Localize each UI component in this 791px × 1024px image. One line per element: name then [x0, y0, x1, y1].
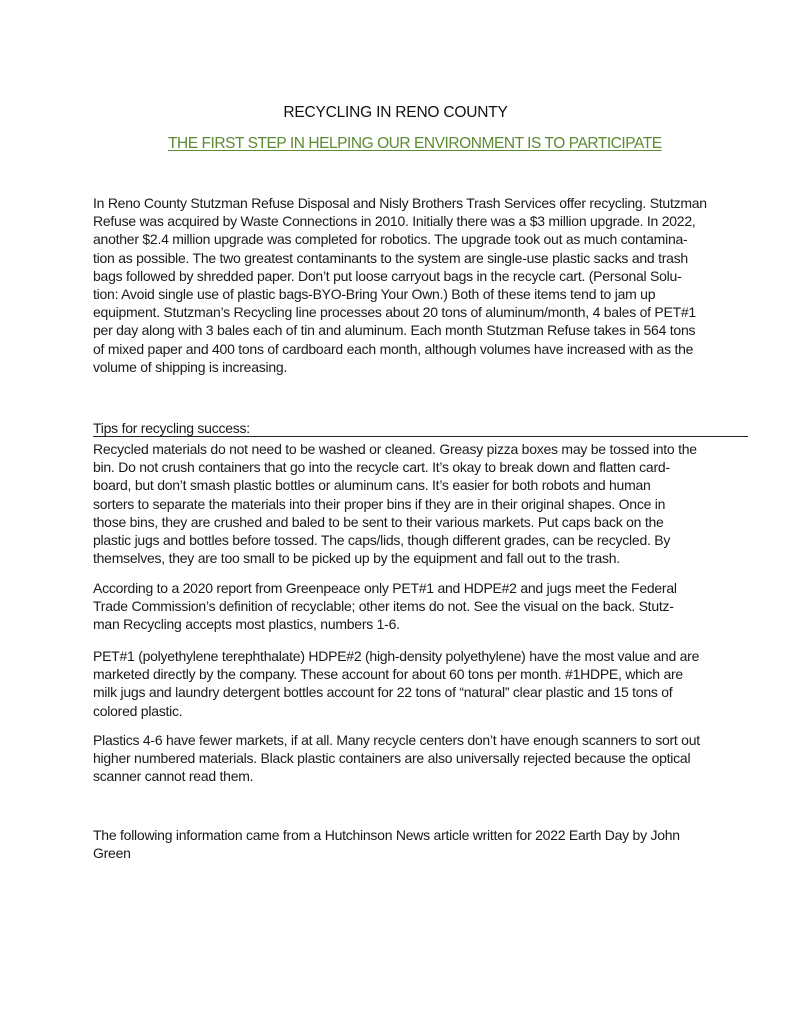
source-line: Green [93, 845, 131, 862]
tips-line: bin. Do not crush containers that go into the recycle cart. It’s okay to break down and flatten card- [93, 459, 670, 476]
intro-line: equipment. Stutzman’s Recycling line processes about 20 tons of aluminum/month, 4 bales of PET#1 [93, 304, 696, 321]
pet-line: colored plastic. [93, 702, 183, 719]
greenpeace-line: Trade Commission’s definition of recyclable; other items do not. See the visual on the back. Stutz- [93, 598, 674, 615]
page-title: RECYCLING IN RENO COUNTY [283, 104, 508, 121]
tips-line: board, but don’t smash plastic bottles or aluminum cans. It’s easier for both robots and human [93, 477, 651, 494]
tips-line: Recycled materials do not need to be washed or cleaned. Greasy pizza boxes may be tossed into the [93, 441, 697, 457]
intro-line: volume of shipping is increasing. [93, 358, 288, 375]
pet-line: PET#1 (polyethylene terephthalate) HDPE#2 (high-density polyethylene) have the most value and are [93, 648, 700, 664]
tips-heading: Tips for recycling success: [93, 420, 250, 436]
plastics-line: higher numbered materials. Black plastic containers are also universally rejected because the optical [93, 750, 691, 767]
tips-line: plastic jugs and bottles before tossed. The caps/lids, though different grades, can be recycled. By [93, 532, 671, 549]
greenpeace-paragraph [93, 579, 748, 634]
intro-line: tion as possible. The two greatest contaminants to the system are single-use plastic sacks and trash [93, 249, 688, 266]
source-line: The following information came from a Hutchinson News article written for 2022 Earth Day by John [93, 827, 680, 843]
tips-line: those bins, they are crushed and baled to be sent to their various markets. Put caps back on the [93, 513, 664, 530]
intro-line: of mixed paper and 400 tons of cardboard each month, although volumes have increased with as the [93, 340, 694, 357]
greenpeace-line: According to a 2020 report from Greenpeace only PET#1 and HDPE#2 and jugs meet the Federal [93, 580, 677, 596]
intro-line: Refuse was acquired by Waste Connections in 2010. Initially there was a $3 million upgrade. In 2022, [93, 213, 696, 230]
pet-line: marketed directly by the company. These account for about 60 tons per month. #1HDPE, which are [93, 666, 683, 683]
intro-line: per day along with 3 bales each of tin and aluminum. Each month Stutzman Refuse takes in 564 tons [93, 322, 696, 339]
plastics-paragraph [93, 731, 748, 786]
tips-paragraph [93, 440, 748, 567]
pet-line: milk jugs and laundry detergent bottles account for 22 tons of “natural” clear plastic and 15 tons of [93, 684, 673, 701]
tips-line: themselves, they are too small to be picked up by the equipment and fall out to the trash. [93, 550, 620, 567]
plastics-line: scanner cannot read them. [93, 768, 254, 785]
intro-line: bags followed by shredded paper. Don’t put loose carryout bags in the recycle cart. (Personal Solu- [93, 267, 682, 284]
pet-hdpe-paragraph [93, 647, 748, 720]
plastics-line: Plastics 4-6 have fewer markets, if at all. Many recycle centers don’t have enough scanners to sort out [93, 732, 700, 748]
source-note [93, 826, 748, 862]
intro-line: In Reno County Stutzman Refuse Disposal and Nisly Brothers Trash Services offer recycling. Stutzman [93, 195, 707, 211]
greenpeace-line: man Recycling accepts most plastics, numbers 1-6. [93, 616, 400, 633]
page-subtitle: THE FIRST STEP IN HELPING OUR ENVIRONMENT IS TO PARTICIPATE [168, 135, 662, 152]
tips-line: sorters to separate the materials into their proper bins if they are in their original shapes. Once in [93, 495, 666, 512]
tips-heading-rule [93, 421, 748, 437]
intro-line: another $2.4 million upgrade was completed for robotics. The upgrade took out as much contamina- [93, 231, 688, 248]
intro-paragraph [93, 194, 748, 376]
intro-line: tion: Avoid single use of plastic bags-BYO-Bring Your Own.) Both of these items tend to jam up [93, 286, 656, 303]
